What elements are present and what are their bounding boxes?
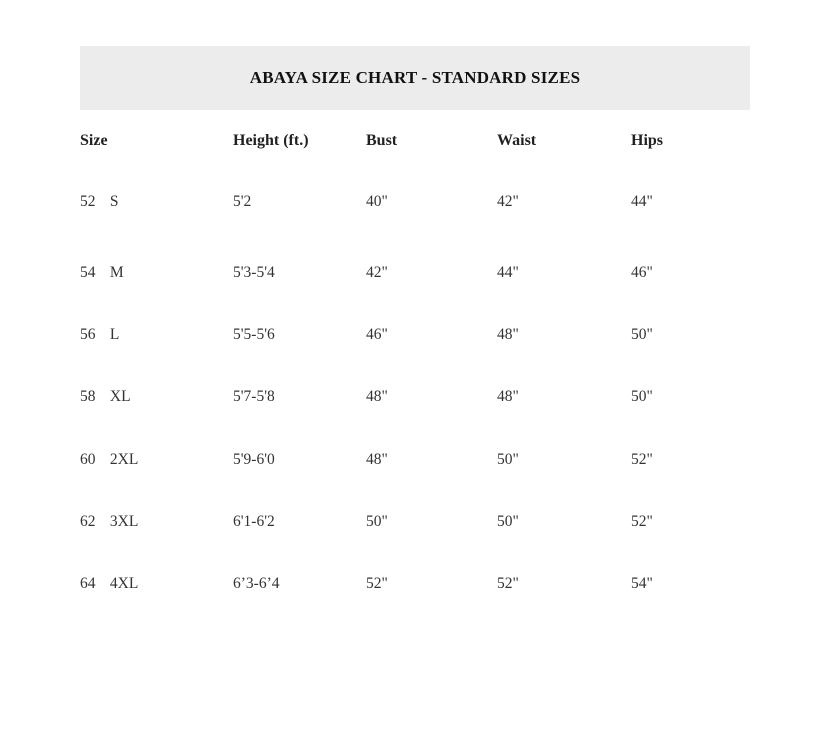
- table-row: [80, 366, 751, 428]
- hips-cell: 50": [631, 326, 653, 344]
- bust-cell: 40": [366, 193, 388, 210]
- waist-cell: 48": [497, 326, 519, 344]
- hips-cell: 50": [631, 388, 653, 406]
- hips-cell: 52": [631, 450, 653, 468]
- size-cell: [80, 429, 233, 491]
- height-cell: 5'2: [233, 193, 252, 210]
- size-label: 4XL: [109, 575, 139, 593]
- waist-cell: 48": [497, 388, 519, 406]
- height-cell: 5'3-5'4: [233, 264, 275, 282]
- waist-cell: 42": [497, 193, 519, 210]
- table-row: [80, 429, 751, 491]
- waist-cell: 50": [497, 450, 519, 468]
- hips-cell: 46": [631, 264, 653, 282]
- bust-cell: 50": [366, 512, 388, 530]
- size-label: XL: [109, 388, 131, 406]
- size-number: 64: [80, 575, 96, 593]
- size-number: 62: [80, 512, 96, 530]
- size-label: S: [109, 193, 119, 210]
- size-cell: [80, 553, 233, 615]
- col-header-bust: Bust: [366, 132, 398, 149]
- size-cell: [80, 491, 233, 553]
- size-label: L: [109, 326, 120, 344]
- size-cell: [80, 304, 233, 366]
- col-header-size: Size: [80, 132, 108, 149]
- hips-cell: 52": [631, 512, 653, 530]
- size-chart-table: [80, 120, 751, 615]
- size-cell: [80, 242, 233, 304]
- height-cell: 5'9-6'0: [233, 450, 275, 468]
- size-label: 3XL: [109, 512, 139, 530]
- size-cell: [80, 366, 233, 428]
- height-cell: 6'1-6'2: [233, 512, 275, 530]
- waist-cell: 50": [497, 512, 519, 530]
- title-banner: [80, 46, 750, 110]
- size-label: 2XL: [109, 450, 139, 468]
- col-header-hips: Hips: [631, 132, 664, 149]
- table-row: [80, 553, 751, 615]
- col-header-height: Height (ft.): [233, 132, 309, 149]
- col-header-waist: Waist: [497, 132, 537, 149]
- size-number: 60: [80, 450, 96, 468]
- waist-cell: 44": [497, 264, 519, 282]
- table-row: [80, 162, 751, 242]
- table-row: [80, 242, 751, 304]
- size-number: 52: [80, 193, 96, 210]
- size-label: M: [109, 264, 124, 282]
- hips-cell: 44": [631, 193, 653, 210]
- height-cell: 6’3-6’4: [233, 575, 280, 593]
- size-number: 58: [80, 388, 96, 406]
- size-cell: [80, 162, 233, 242]
- bust-cell: 48": [366, 388, 388, 406]
- size-number: 56: [80, 326, 96, 344]
- height-cell: 5'7-5'8: [233, 388, 275, 406]
- size-number: 54: [80, 264, 96, 282]
- table-row: [80, 491, 751, 553]
- bust-cell: 52": [366, 575, 388, 593]
- hips-cell: 54": [631, 575, 653, 593]
- bust-cell: 42": [366, 264, 388, 282]
- waist-cell: 52": [497, 575, 519, 593]
- bust-cell: 48": [366, 450, 388, 468]
- bust-cell: 46": [366, 326, 388, 344]
- height-cell: 5'5-5'6: [233, 326, 275, 344]
- header-row: [80, 120, 751, 162]
- page-title: ABAYA SIZE CHART - STANDARD SIZES: [249, 68, 581, 87]
- table-row: [80, 304, 751, 366]
